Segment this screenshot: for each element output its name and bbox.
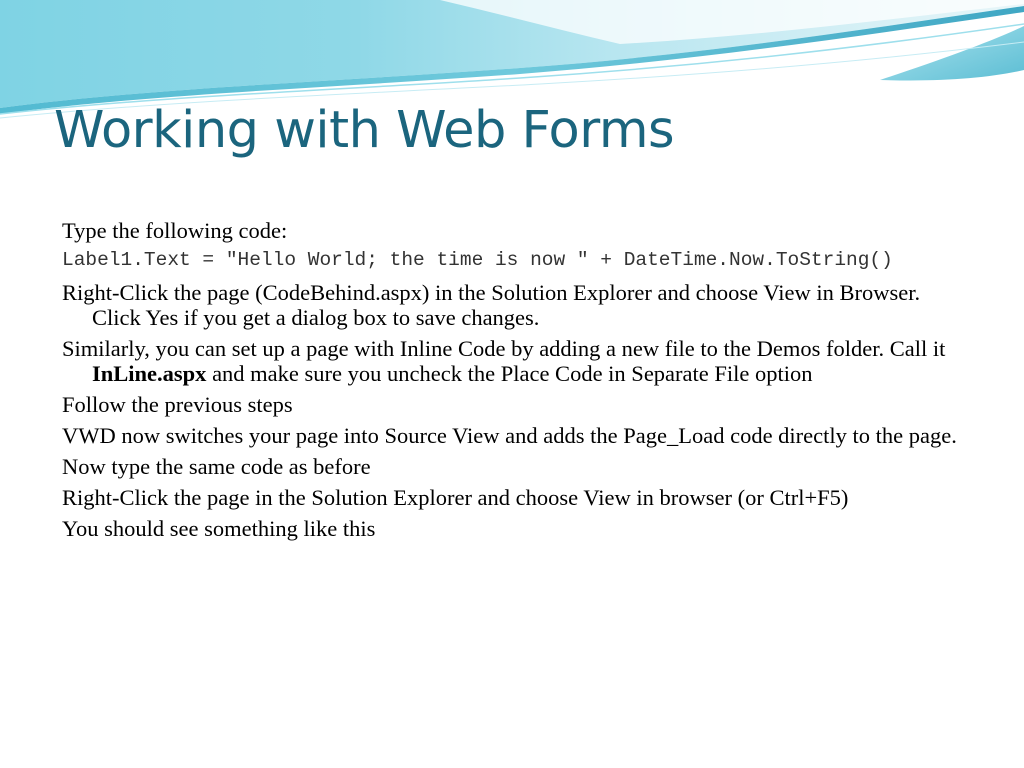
- bullet-list: [62, 218, 967, 547]
- slide-title: Working with Web Forms: [54, 101, 675, 160]
- bullet-view-browser-ctrl-f5: Right-Click the page in the Solution Explorer and choose View in browser (or Ctrl+F5): [62, 485, 849, 510]
- bullet-type-same-code: Now type the same code as before: [62, 454, 371, 479]
- inline-filename: InLine.aspx: [92, 361, 207, 386]
- bullet-source-view: VWD now switches your page into Source View and adds the Page_Load code directly to the page.: [62, 423, 957, 448]
- bullet-code-line: Label1.Text = "Hello World; the time is now " + DateTime.Now.ToString(): [62, 249, 893, 271]
- bullet-see-result: You should see something like this: [62, 516, 376, 541]
- bullet-type-code: Type the following code:: [62, 218, 288, 243]
- bullet-inline-code: [62, 336, 967, 386]
- bullet-inline-code-text-end: and make sure you uncheck the Place Code in Separate File option: [206, 361, 813, 386]
- bullet-view-in-browser: Right-Click the page (CodeBehind.aspx) in the Solution Explorer and choose View in Browser. Click Yes if you get a dialog box to save changes.: [62, 280, 921, 330]
- bullet-inline-code-text: Similarly, you can set up a page with Inline Code by adding a new file to the Demos folder. Call it: [62, 336, 946, 361]
- bullet-follow-steps: Follow the previous steps: [62, 392, 293, 417]
